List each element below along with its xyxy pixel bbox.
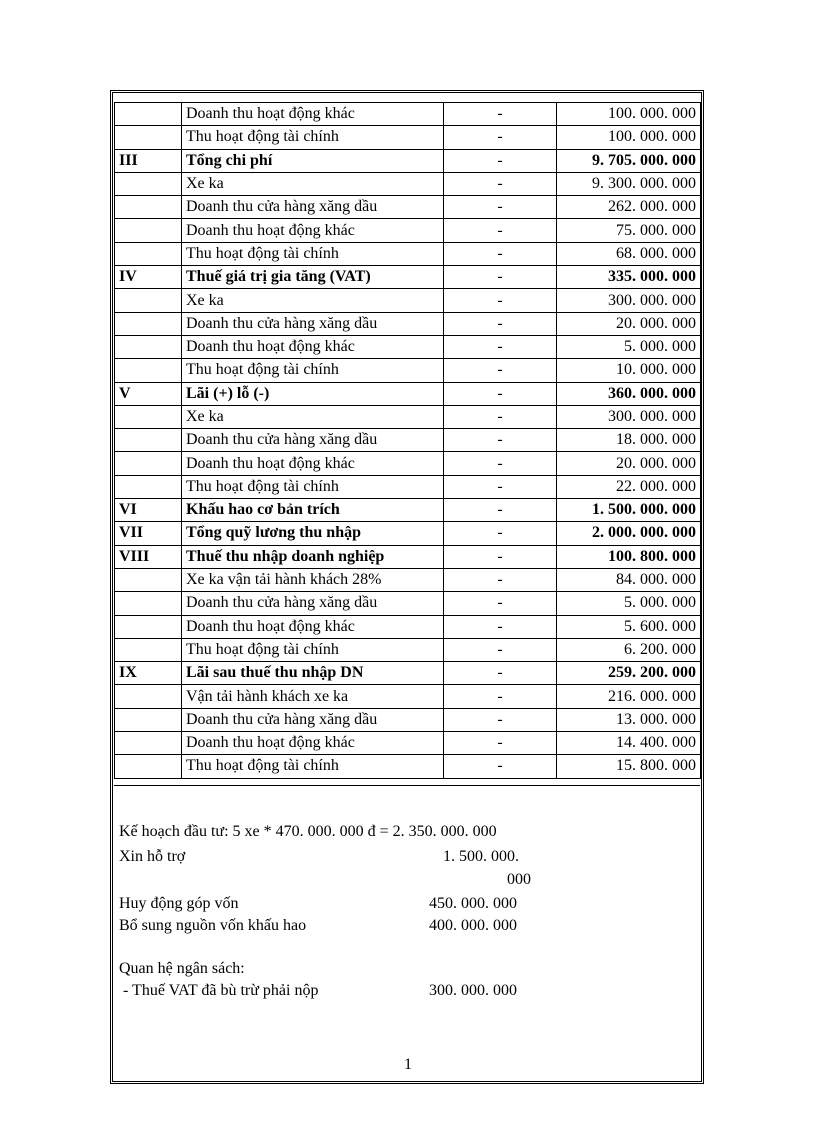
row-label: Thu hoạt động tài chính	[182, 638, 444, 661]
row-amount: 15. 800. 000	[557, 755, 701, 778]
table-row	[115, 685, 701, 708]
page-number: 1	[404, 1056, 412, 1073]
row-amount: 5. 000. 000	[557, 335, 701, 358]
row-dash: -	[444, 708, 557, 731]
row-label: Tổng quỹ lương thu nhập	[182, 522, 444, 545]
table-row	[115, 499, 701, 522]
row-number	[115, 452, 182, 475]
row-number: V	[115, 382, 182, 405]
row-amount: 216. 000. 000	[557, 685, 701, 708]
capital-value: 450. 000. 000	[429, 895, 517, 912]
row-dash: -	[444, 242, 557, 265]
table-row	[115, 429, 701, 452]
row-label: Doanh thu hoạt động khác	[182, 219, 444, 242]
row-label: Doanh thu hoạt động khác	[182, 615, 444, 638]
row-label: Thu hoạt động tài chính	[182, 242, 444, 265]
table-row	[115, 289, 701, 312]
table-row	[115, 196, 701, 219]
table-row	[115, 475, 701, 498]
row-dash: -	[444, 196, 557, 219]
row-amount: 300. 000. 000	[557, 405, 701, 428]
row-dash: -	[444, 452, 557, 475]
row-label: Doanh thu cửa hàng xăng dầu	[182, 196, 444, 219]
row-amount: 5. 600. 000	[557, 615, 701, 638]
row-number	[115, 708, 182, 731]
row-label: Thu hoạt động tài chính	[182, 755, 444, 778]
row-label: Xe ka	[182, 172, 444, 195]
row-amount: 300. 000. 000	[557, 289, 701, 312]
row-number	[115, 592, 182, 615]
row-number: VIII	[115, 545, 182, 568]
budget-heading: Quan hệ ngân sách:	[119, 960, 245, 977]
row-label: Doanh thu cửa hàng xăng dầu	[182, 708, 444, 731]
row-dash: -	[444, 382, 557, 405]
table-row	[115, 638, 701, 661]
row-label: Doanh thu cửa hàng xăng dầu	[182, 312, 444, 335]
row-dash: -	[444, 172, 557, 195]
row-dash: -	[444, 662, 557, 685]
table-row	[115, 242, 701, 265]
row-amount: 5. 000. 000	[557, 592, 701, 615]
row-number	[115, 219, 182, 242]
row-amount: 68. 000. 000	[557, 242, 701, 265]
row-dash: -	[444, 568, 557, 591]
row-amount: 360. 000. 000	[557, 382, 701, 405]
row-number: VI	[115, 499, 182, 522]
row-amount: 2. 000. 000. 000	[557, 522, 701, 545]
table-row	[115, 405, 701, 428]
investment-plan: Kế hoạch đầu tư: 5 xe * 470. 000. 000 đ = 2. 350. 000. 000	[119, 823, 497, 840]
row-number	[115, 755, 182, 778]
row-number	[115, 359, 182, 382]
table-row	[115, 103, 701, 126]
row-number	[115, 196, 182, 219]
row-dash: -	[444, 149, 557, 172]
row-label: Khấu hao cơ bản trích	[182, 499, 444, 522]
row-dash: -	[444, 219, 557, 242]
table-row	[115, 708, 701, 731]
row-amount: 22. 000. 000	[557, 475, 701, 498]
row-number	[115, 615, 182, 638]
row-label: Thu hoạt động tài chính	[182, 475, 444, 498]
row-amount: 20. 000. 000	[557, 312, 701, 335]
row-amount: 10. 000. 000	[557, 359, 701, 382]
row-amount: 100. 000. 000	[557, 126, 701, 149]
table-row	[115, 452, 701, 475]
table-row	[115, 662, 701, 685]
row-number	[115, 568, 182, 591]
row-amount: 13. 000. 000	[557, 708, 701, 731]
row-number	[115, 475, 182, 498]
row-number	[115, 638, 182, 661]
row-dash: -	[444, 312, 557, 335]
support-value: 1. 500. 000.	[443, 848, 519, 865]
row-dash: -	[444, 126, 557, 149]
row-number	[115, 685, 182, 708]
row-dash: -	[444, 615, 557, 638]
table-row	[115, 568, 701, 591]
row-label: Doanh thu hoạt động khác	[182, 335, 444, 358]
row-amount: 14. 400. 000	[557, 732, 701, 755]
row-number	[115, 289, 182, 312]
row-dash: -	[444, 638, 557, 661]
row-number: VII	[115, 522, 182, 545]
financial-table	[114, 102, 701, 779]
vat-label: - Thuế VAT đã bù trừ phải nộp	[119, 982, 319, 999]
row-amount: 259. 200. 000	[557, 662, 701, 685]
section-divider	[114, 785, 700, 786]
table-row	[115, 335, 701, 358]
row-label: Doanh thu cửa hàng xăng dầu	[182, 429, 444, 452]
table-row	[115, 522, 701, 545]
table-row	[115, 126, 701, 149]
table-row	[115, 149, 701, 172]
row-amount: 20. 000. 000	[557, 452, 701, 475]
table-row	[115, 172, 701, 195]
row-number	[115, 405, 182, 428]
row-dash: -	[444, 755, 557, 778]
support-value-cont: 000	[507, 871, 531, 888]
row-label: Thuế giá trị gia tăng (VAT)	[182, 266, 444, 289]
row-dash: -	[444, 685, 557, 708]
row-amount: 9. 705. 000. 000	[557, 149, 701, 172]
row-dash: -	[444, 405, 557, 428]
row-dash: -	[444, 335, 557, 358]
row-label: Xe ka	[182, 405, 444, 428]
table-row	[115, 545, 701, 568]
table-row	[115, 219, 701, 242]
row-amount: 75. 000. 000	[557, 219, 701, 242]
row-dash: -	[444, 545, 557, 568]
support-label: Xin hỗ trợ	[119, 848, 186, 865]
row-label: Xe ka vận tải hành khách 28%	[182, 568, 444, 591]
row-label: Thuế thu nhập doanh nghiệp	[182, 545, 444, 568]
row-label: Vận tải hành khách xe ka	[182, 685, 444, 708]
row-dash: -	[444, 429, 557, 452]
row-number	[115, 732, 182, 755]
row-number	[115, 242, 182, 265]
row-label: Xe ka	[182, 289, 444, 312]
row-dash: -	[444, 732, 557, 755]
row-label: Doanh thu cửa hàng xăng dầu	[182, 592, 444, 615]
table-row	[115, 382, 701, 405]
row-amount: 1. 500. 000. 000	[557, 499, 701, 522]
row-label: Doanh thu hoạt động khác	[182, 732, 444, 755]
row-amount: 9. 300. 000. 000	[557, 172, 701, 195]
table-row	[115, 266, 701, 289]
row-amount: 100. 000. 000	[557, 103, 701, 126]
row-dash: -	[444, 289, 557, 312]
row-dash: -	[444, 499, 557, 522]
row-dash: -	[444, 522, 557, 545]
row-number	[115, 103, 182, 126]
row-number	[115, 429, 182, 452]
row-label: Tổng chi phí	[182, 149, 444, 172]
vat-value: 300. 000. 000	[429, 982, 517, 999]
row-dash: -	[444, 475, 557, 498]
depreciation-value: 400. 000. 000	[429, 917, 517, 934]
row-amount: 84. 000. 000	[557, 568, 701, 591]
row-label: Thu hoạt động tài chính	[182, 126, 444, 149]
row-dash: -	[444, 592, 557, 615]
depreciation-label: Bổ sung nguồn vốn khấu hao	[119, 917, 307, 934]
row-amount: 335. 000. 000	[557, 266, 701, 289]
row-number: IV	[115, 266, 182, 289]
row-number	[115, 126, 182, 149]
row-dash: -	[444, 266, 557, 289]
row-number: IX	[115, 662, 182, 685]
row-amount: 262. 000. 000	[557, 196, 701, 219]
row-amount: 6. 200. 000	[557, 638, 701, 661]
row-label: Doanh thu hoạt động khác	[182, 103, 444, 126]
row-dash: -	[444, 359, 557, 382]
table-row	[115, 592, 701, 615]
row-label: Lãi sau thuế thu nhập DN	[182, 662, 444, 685]
table-row	[115, 312, 701, 335]
row-amount: 100. 800. 000	[557, 545, 701, 568]
table-body	[115, 103, 701, 779]
row-number	[115, 335, 182, 358]
table-row	[115, 732, 701, 755]
row-number	[115, 172, 182, 195]
table-row	[115, 615, 701, 638]
row-number	[115, 312, 182, 335]
row-dash: -	[444, 103, 557, 126]
row-label: Thu hoạt động tài chính	[182, 359, 444, 382]
row-label: Doanh thu hoạt động khác	[182, 452, 444, 475]
row-amount: 18. 000. 000	[557, 429, 701, 452]
table-row	[115, 359, 701, 382]
table-row	[115, 755, 701, 778]
capital-label: Huy động góp vốn	[119, 895, 239, 912]
row-label: Lãi (+) lỗ (-)	[182, 382, 444, 405]
row-number: III	[115, 149, 182, 172]
